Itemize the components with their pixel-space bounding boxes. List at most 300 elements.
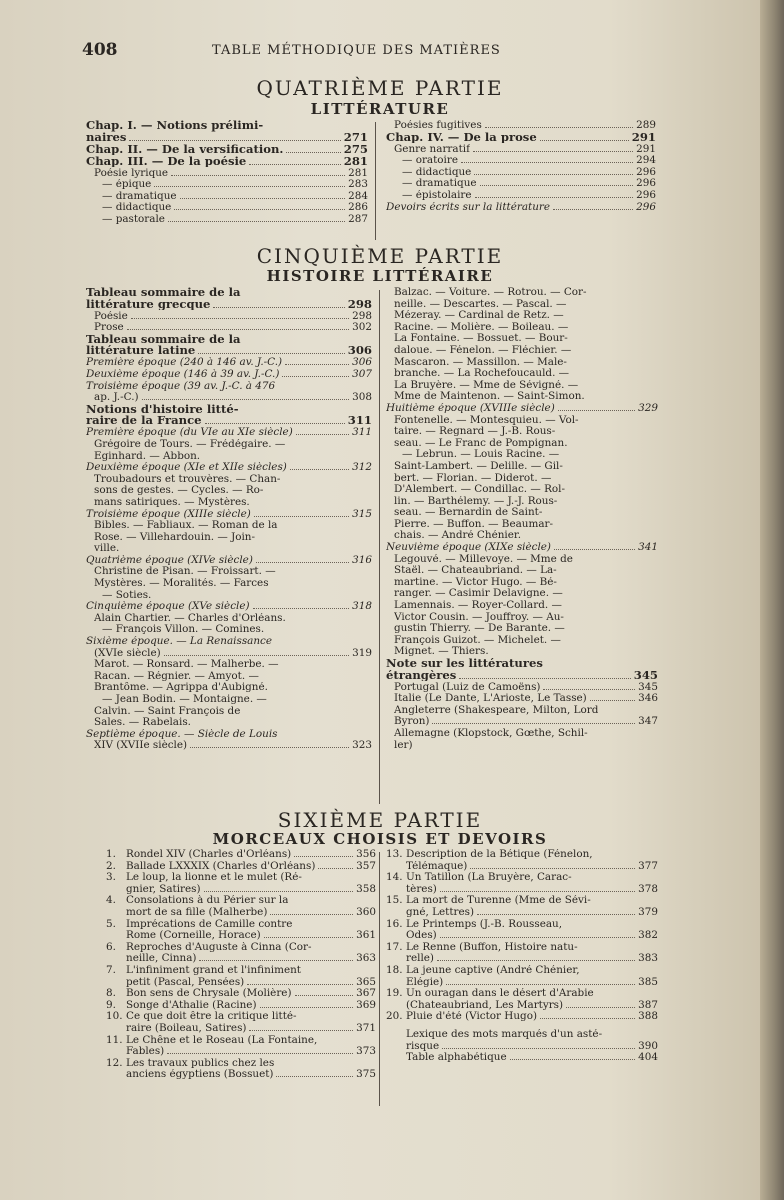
entry-title: Troisième époque (XIIIe siècle) [86, 508, 251, 520]
entry-page-number: 298 [347, 296, 372, 311]
entry-title: L'infiniment grand et l'infiniment [126, 964, 301, 976]
entry-title: Deuxième époque (146 à 39 av. J.-C.) [86, 368, 280, 380]
entry-title: Christine de Pisan. — Froissart. — [94, 566, 276, 578]
toc-entry [86, 601, 372, 613]
entry-page-number: 363 [356, 952, 376, 965]
entry-title: Allemagne (Klopstock, Gœthe, Schil- [394, 727, 588, 739]
toc-entry [106, 872, 376, 884]
entry-title: littérature grecque [86, 298, 211, 311]
entry-title: Pluie d'été (Victor Hugo) [406, 1011, 537, 1023]
entry-title: Calvin. — Saint François de [94, 705, 241, 717]
entry-title: neille. — Descartes. — Pascal. — [394, 298, 567, 310]
dot-leader [180, 198, 345, 199]
dot-leader [190, 747, 349, 748]
toc-entry [106, 953, 376, 965]
entry-title: Odes) [406, 930, 437, 942]
toc-entry [86, 334, 372, 346]
dot-leader [131, 318, 349, 319]
entry-number: 8. [106, 987, 116, 1000]
toc-entry [386, 600, 658, 612]
entry-title: Poésies fugitives [394, 120, 482, 131]
column-divider [379, 290, 380, 804]
toc-entry [86, 566, 372, 578]
entry-title: Huitième époque (XVIIIe siècle) [386, 402, 555, 414]
toc-entry [386, 716, 658, 728]
toc-entry [106, 930, 376, 942]
dot-leader [461, 162, 633, 163]
toc-entry [106, 1000, 376, 1012]
dot-leader [473, 151, 633, 152]
toc-entry [106, 895, 376, 907]
toc-entry [386, 682, 658, 694]
entry-title: chais. — André Chénier. [394, 530, 522, 542]
dot-leader [432, 723, 635, 724]
toc-entry [86, 141, 368, 156]
toc-entry [386, 667, 658, 682]
entry-title: Deuxième époque (XIe et XIIe siècles) [86, 462, 287, 474]
entry-title: anciens égyptiens (Bossuet) [126, 1069, 274, 1081]
dot-leader [213, 307, 344, 308]
toc-entry [386, 155, 656, 167]
part6-left-column [106, 849, 376, 1081]
dot-leader [254, 516, 349, 517]
entry-title: Le Printemps (J.-B. Rousseau, [406, 918, 563, 930]
entry-page-number: 283 [348, 178, 368, 191]
toc-entry [386, 391, 658, 403]
entry-page-number: 296 [636, 200, 656, 213]
running-title: TABLE MÉTHODIQUE DES MATIÈRES [212, 43, 501, 58]
toc-entry [86, 462, 372, 474]
entry-title: Angleterre (Shakespeare, Milton, Lord [394, 704, 599, 716]
toc-entry [86, 624, 372, 636]
page-edge [760, 0, 784, 1200]
toc-entry [86, 532, 372, 544]
entry-page-number: 390 [638, 1039, 658, 1052]
toc-entry [386, 415, 658, 427]
toc-entry [386, 484, 658, 496]
toc-entry [386, 635, 658, 647]
entry-page-number: 323 [352, 739, 372, 752]
part5-right-column [386, 287, 658, 751]
toc-entry [86, 706, 372, 718]
entry-page-number: 294 [636, 154, 656, 167]
entry-page-number: 286 [348, 201, 368, 214]
entry-page-number: 379 [638, 905, 658, 918]
toc-entry [86, 613, 372, 625]
dot-leader [249, 164, 341, 165]
entry-page-number: 298 [352, 309, 372, 322]
entry-title: — Soties. [102, 589, 152, 601]
entry-title: Poésie [94, 310, 128, 322]
toc-entry [386, 658, 658, 670]
entry-page-number: 311 [347, 413, 372, 428]
entry-number: 16. [386, 917, 403, 930]
entry-page-number: 388 [638, 1010, 658, 1023]
entry-title: ranger. — Casimir Delavigne. — [394, 588, 563, 600]
toc-entry [386, 299, 658, 311]
entry-title: gné, Lettres) [406, 906, 475, 918]
part5-title: CINQUIÈME PARTIE [256, 244, 504, 268]
dot-leader [440, 937, 635, 938]
part5-subtitle: HISTOIRE LITTÉRAIRE [266, 267, 494, 285]
dot-leader [256, 562, 349, 563]
entry-title: seau. — Bernardin de Saint- [394, 507, 543, 519]
toc-entry [86, 202, 368, 214]
entry-page-number: 291 [636, 142, 656, 155]
entry-page-number: 319 [352, 646, 372, 659]
entry-title: Première époque (240 à 146 av. J.-C.) [86, 357, 283, 369]
entry-title: Notions d'histoire litté- [86, 403, 239, 416]
entry-page-number: 296 [636, 165, 656, 178]
toc-entry [86, 543, 372, 555]
entry-title: Fables) [126, 1046, 165, 1058]
entry-title: La jeune captive (André Chénier, [406, 964, 580, 976]
entry-title: Première époque (du VIe au XIe siècle) [86, 427, 293, 439]
entry-title: — Lebrun. — Louis Racine. — [402, 449, 560, 461]
toc-entry [386, 380, 658, 392]
toc-entry [386, 930, 658, 942]
entry-page-number: 385 [638, 975, 658, 988]
entry-number: 13. [386, 848, 403, 860]
dot-leader [558, 410, 635, 411]
entry-title: Bon sens de Chrysale (Molière) [126, 988, 292, 1000]
entry-page-number: 346 [638, 692, 658, 705]
toc-entry [86, 717, 372, 729]
part6-right-column [386, 849, 658, 1064]
entry-title: — Jean Bodin. — Montaigne. — [102, 694, 267, 705]
entry-title: — oratoire [402, 155, 458, 167]
entry-title: Devoirs écrits sur la littérature [386, 201, 551, 213]
entry-page-number: 318 [352, 600, 372, 613]
toc-entry [386, 403, 658, 415]
toc-entry [386, 1041, 658, 1053]
dot-leader [167, 1053, 353, 1054]
entry-title: Les travaux publics chez les [126, 1057, 275, 1069]
entry-number: 4. [106, 894, 116, 907]
entry-title: — épistolaire [402, 189, 472, 201]
entry-page-number: 404 [638, 1051, 658, 1064]
entry-title: — pastorale [102, 213, 165, 225]
toc-entry [86, 153, 368, 168]
toc-entry [106, 884, 376, 896]
entry-title: lin. — Barthélemy. — J.-J. Rous- [394, 495, 558, 507]
entry-title: Mignet. — Thiers. [394, 646, 489, 658]
entry-title: martine. — Victor Hugo. — Bé- [394, 576, 557, 588]
entry-page-number: 358 [356, 882, 376, 895]
entry-title: ler) [394, 739, 413, 751]
entry-page-number: 289 [636, 119, 656, 131]
entry-title: relle) [406, 953, 434, 965]
toc-entry [386, 357, 658, 369]
dot-leader [198, 353, 344, 354]
entry-title: gustin Thierry. — De Barante. — [394, 623, 565, 635]
entry-title: La Bruyère. — Mme de Sévigné. — [394, 379, 579, 391]
entry-page-number: 306 [347, 343, 372, 358]
toc-entry [86, 497, 372, 509]
dot-leader [295, 995, 354, 996]
entry-title: daloue. — Fénelon. — Fléchier. — [394, 344, 572, 356]
entry-title: Chap. III. — De la poésie [86, 155, 247, 168]
entry-title: mort de sa fille (Malherbe) [126, 906, 268, 918]
entry-page-number: 345 [633, 667, 658, 682]
entry-title: seau. — Le Franc de Pompignan. [394, 437, 568, 449]
toc-entry [106, 919, 376, 931]
dot-leader [474, 174, 633, 175]
entry-title: Saint-Lambert. — Delille. — Gil- [394, 460, 563, 472]
entry-title: sons de gestes. — Cycles. — Ro- [94, 485, 264, 497]
toc-entry [86, 694, 372, 706]
toc-entry [106, 988, 376, 1000]
dot-leader [127, 329, 349, 330]
entry-number: 2. [106, 859, 116, 872]
entry-page-number: 291 [631, 129, 656, 144]
dot-leader [286, 152, 340, 153]
toc-entry [86, 671, 372, 683]
toc-entry [86, 322, 372, 334]
toc-entry [386, 345, 658, 357]
toc-entry [386, 449, 658, 461]
entry-page-number: 306 [352, 356, 372, 369]
entry-title: Tableau sommaire de la [86, 287, 241, 299]
entry-page-number: 302 [352, 321, 372, 334]
toc-entry [86, 120, 368, 132]
entry-page-number: 367 [356, 987, 376, 1000]
entry-title: Troisième époque (39 av. J.-C. à 476 [86, 380, 276, 392]
toc-entry [386, 612, 658, 624]
entry-title: Mystères. — Moralités. — Farces [94, 578, 269, 590]
dot-leader [171, 175, 345, 176]
entry-page-number: 271 [343, 129, 368, 144]
toc-entry [86, 369, 372, 381]
entry-number: 12. [106, 1056, 123, 1069]
entry-title: Sixième époque. — La Renaissance [86, 636, 273, 648]
dot-leader [470, 868, 635, 869]
toc-entry [386, 623, 658, 635]
dot-leader [282, 376, 349, 377]
entry-title: taire. — Regnard — J.-B. Rous- [394, 426, 556, 438]
entry-title: branche. — La Rochefoucauld. — [394, 368, 570, 380]
entry-page-number: 281 [343, 153, 368, 168]
entry-number: 18. [386, 963, 403, 976]
entry-number: 11. [106, 1033, 123, 1046]
entry-title: François Guizot. — Michelet. — [394, 634, 561, 646]
toc-entry [106, 1058, 376, 1070]
entry-title: raire de la France [86, 415, 202, 427]
entry-title: Portugal (Luiz de Camoëns) [394, 681, 541, 693]
toc-entry [106, 1046, 376, 1058]
dot-leader [154, 186, 345, 187]
toc-entry [386, 530, 658, 542]
entry-title: Ce que doit être la critique litté- [126, 1011, 297, 1023]
dot-leader [510, 1059, 635, 1060]
toc-entry [386, 519, 658, 531]
dot-leader [446, 984, 635, 985]
entry-title: raire (Boileau, Satires) [126, 1022, 247, 1034]
entry-title: Rondel XIV (Charles d'Orléans) [126, 849, 292, 860]
entry-title: (Chateaubriand, Les Martyrs) [406, 999, 564, 1011]
entry-title: Le loup, la lionne et le mulet (Ré- [126, 872, 302, 884]
entry-page-number: 275 [343, 141, 368, 156]
toc-entry [86, 179, 368, 191]
entry-title: Italie (Le Dante, L'Arioste, Le Tasse) [394, 693, 587, 705]
toc-entry [386, 907, 658, 919]
entry-title: Imprécations de Camille contre [126, 918, 293, 930]
toc-entry [86, 740, 372, 752]
toc-entry [86, 415, 372, 427]
entry-title: Grégoire de Tours. — Frédégaire. — [94, 438, 286, 450]
toc-entry [86, 451, 372, 463]
dot-leader [168, 221, 345, 222]
toc-entry [106, 942, 376, 954]
entry-page-number: 307 [352, 367, 372, 380]
entry-title: — dramatique [402, 178, 477, 190]
dot-leader [590, 700, 635, 701]
dot-leader [290, 469, 349, 470]
entry-page-number: 329 [638, 401, 658, 414]
entry-title: Un ouragan dans le désert d'Arabie [406, 988, 594, 1000]
entry-title: Pierre. — Buffon. — Beaumar- [394, 518, 554, 530]
toc-entry [386, 167, 656, 179]
toc-entry [106, 849, 376, 861]
toc-entry [386, 884, 658, 896]
dot-leader [554, 549, 635, 550]
dot-leader [174, 209, 345, 210]
entry-page-number: 315 [352, 507, 372, 520]
toc-entry [386, 129, 656, 144]
toc-entry [86, 404, 372, 416]
entry-title: Description de la Bétique (Fénelon, [406, 849, 593, 860]
entry-title: — François Villon. — Comines. [102, 624, 265, 636]
dot-leader [477, 914, 635, 915]
entry-page-number: 383 [638, 952, 658, 965]
toc-entry [386, 426, 658, 438]
entry-title: Brantôme. — Agrippa d'Aubigné. [94, 682, 268, 694]
dot-leader [437, 960, 635, 961]
entry-title: gnier, Satires) [126, 883, 201, 895]
entry-title: Le Chêne et le Roseau (La Fontaine, [126, 1034, 318, 1046]
dot-leader [553, 209, 633, 210]
dot-leader [285, 364, 349, 365]
toc-entry [386, 473, 658, 485]
dot-leader [440, 891, 635, 892]
toc-entry [386, 953, 658, 965]
entry-page-number: 356 [356, 848, 376, 860]
column-divider [375, 122, 376, 240]
toc-entry [386, 1052, 658, 1064]
toc-entry [86, 287, 372, 299]
part4-right-column [386, 120, 656, 213]
toc-entry [386, 190, 656, 202]
entry-title: risque [406, 1040, 440, 1052]
part6-title: SIXIÈME PARTIE [277, 808, 483, 832]
entry-title: Lamennais. — Royer-Collard. — [394, 600, 562, 612]
entry-title: Ballade LXXXIX (Charles d'Orléans) [126, 860, 316, 872]
toc-entry [86, 439, 372, 451]
entry-title: Chap. IV. — De la prose [386, 131, 537, 144]
toc-entry [386, 542, 658, 554]
part4-subtitle: LITTÉRATURE [310, 100, 450, 118]
entry-title: Consolations à du Périer sur la [126, 895, 289, 907]
entry-title: Byron) [394, 716, 430, 728]
toc-entry [106, 907, 376, 919]
toc-entry [386, 942, 658, 954]
entry-title: Bibles. — Fabliaux. — Roman de la [94, 520, 278, 532]
dot-leader [540, 140, 629, 141]
toc-entry [106, 965, 376, 977]
page-header [82, 40, 720, 62]
toc-entry [386, 438, 658, 450]
toc-entry [106, 1035, 376, 1047]
toc-entry [86, 381, 372, 393]
toc-entry [386, 1000, 658, 1012]
entry-page-number: 287 [348, 212, 368, 225]
entry-title: Mascaron. — Massillon. — Male- [394, 356, 567, 368]
entry-title: (XVIe siècle) [94, 647, 161, 659]
toc-entry [86, 392, 372, 404]
part4-title: QUATRIÈME PARTIE [256, 76, 504, 100]
entry-title: La mort de Turenne (Mme de Sévi- [406, 895, 591, 907]
toc-entry [386, 461, 658, 473]
toc-entry [386, 554, 658, 566]
entry-number: 9. [106, 998, 116, 1011]
toc-entry [86, 357, 372, 369]
toc-entry [386, 202, 656, 214]
toc-entry [86, 682, 372, 694]
toc-entry [386, 496, 658, 508]
toc-entry [386, 988, 658, 1000]
entry-title: Eginhard. — Abbon. [94, 450, 201, 462]
entry-page-number: 373 [356, 1045, 376, 1058]
dot-leader [205, 423, 345, 424]
toc-entry [106, 1023, 376, 1035]
entry-title: littérature latine [86, 345, 196, 357]
toc-entry [106, 1069, 376, 1081]
toc-entry [386, 849, 658, 861]
entry-title: Lexique des mots marqués d'un asté- [406, 1028, 603, 1040]
entry-page-number: 296 [636, 188, 656, 201]
entry-title: Songe d'Athalie (Racine) [126, 999, 257, 1011]
entry-page-number: 284 [348, 189, 368, 202]
entry-number: 6. [106, 940, 116, 953]
entry-title: Le Renne (Buffon, Histoire natu- [406, 941, 578, 953]
entry-number: 14. [386, 871, 403, 884]
entry-title: étrangères [386, 669, 457, 682]
toc-entry [86, 648, 372, 660]
entry-page-number: 382 [638, 929, 658, 942]
entry-title: Table alphabétique [406, 1052, 507, 1064]
part5-left-column [86, 287, 372, 752]
toc-entry [86, 520, 372, 532]
dot-leader [318, 868, 353, 869]
toc-entry [86, 168, 368, 180]
entry-number: 3. [106, 871, 116, 884]
entry-page-number: 361 [356, 929, 376, 942]
entry-page-number: 360 [356, 905, 376, 918]
toc-entry [386, 322, 658, 334]
toc-entry [386, 1011, 658, 1023]
toc-entry [86, 636, 372, 648]
toc-entry [386, 588, 658, 600]
entry-title: ville. [94, 543, 120, 555]
toc-entry [386, 728, 658, 740]
entry-title: ap. J.-C.) [94, 392, 139, 404]
toc-entry [386, 310, 658, 322]
part6-subtitle: MORCEAUX CHOISIS ET DEVOIRS [212, 830, 548, 848]
page-number: 408 [82, 40, 118, 60]
entry-page-number: 312 [352, 461, 372, 474]
toc-entry [386, 287, 658, 299]
part4-left-column [86, 120, 368, 226]
